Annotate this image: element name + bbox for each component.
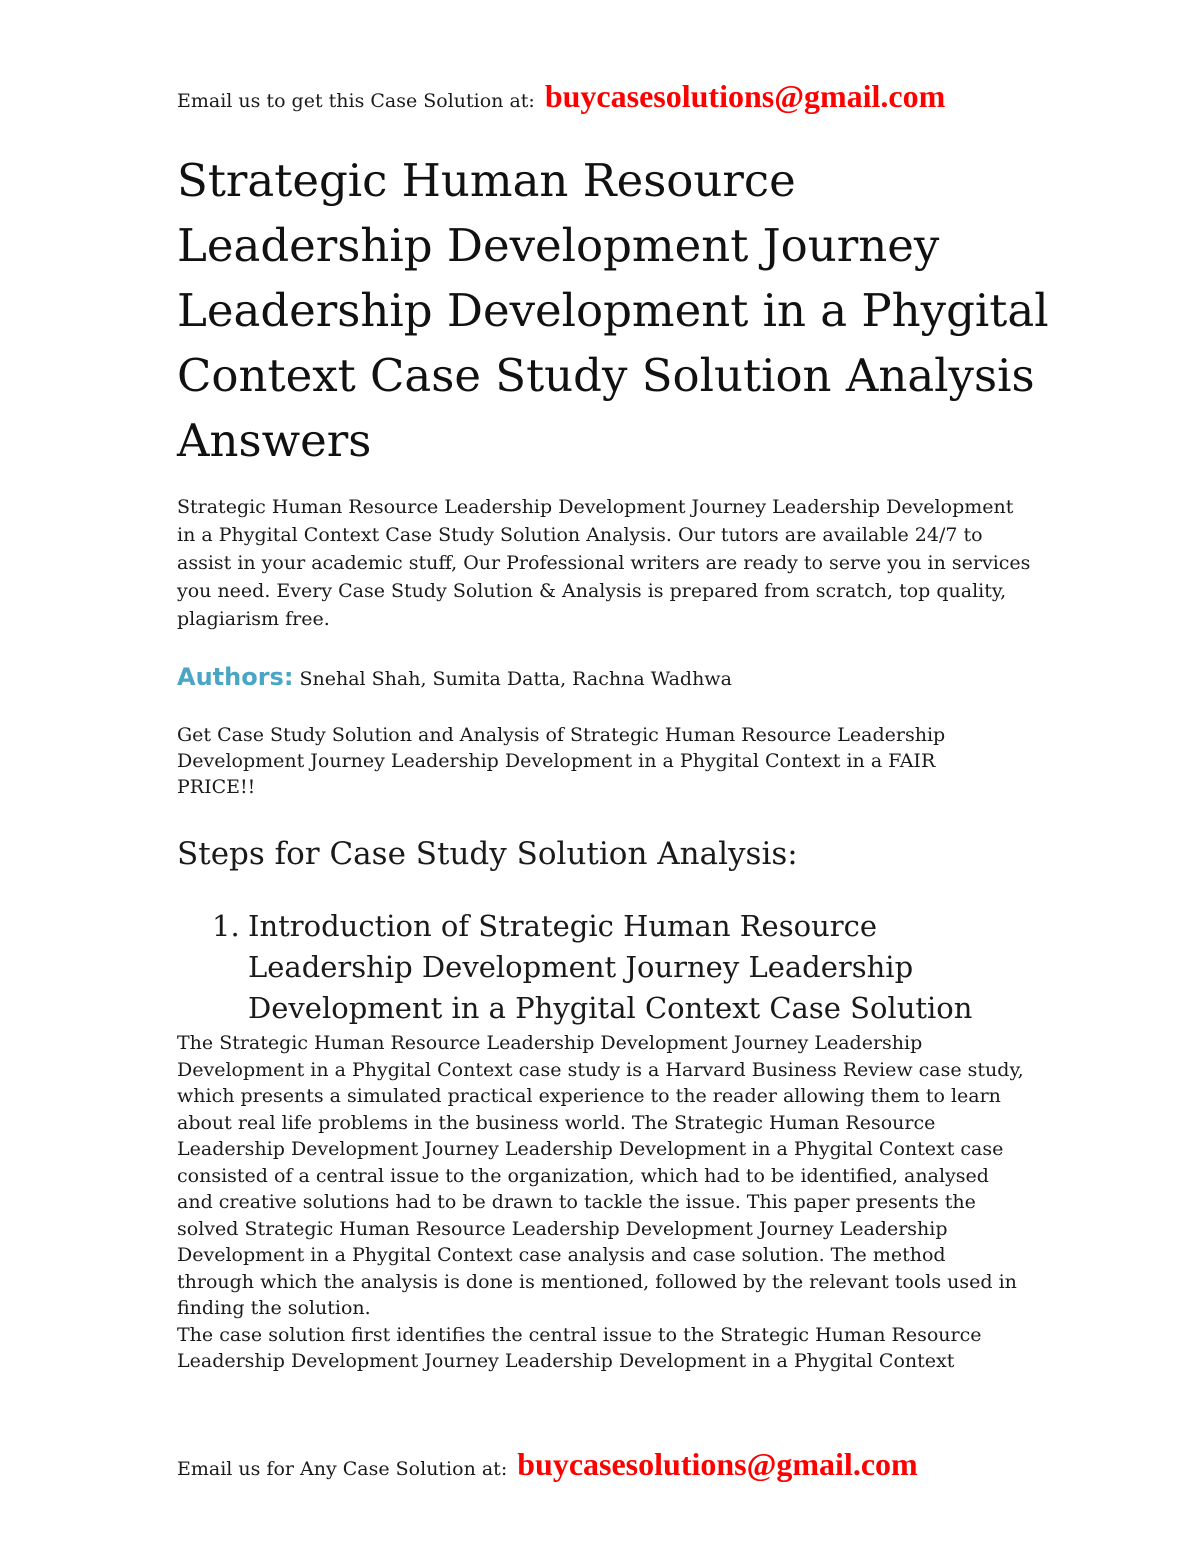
document-title: Strategic Human Resource Leadership Development Journey Leadership Development in a Phygital Context Case Study Solution Analysis Answers bbox=[177, 154, 1049, 467]
body-paragraph-1: The Strategic Human Resource Leadership Development Journey Leadership Development in a Phygital Context case study is a Harvard Business Review case study, which presents a simulated practical experience to the reader allowing them to learn about real life problems in the business world. The Strategic Human Resource Leadership Development Journey Leadership Development in a Phygital Context case consisted of a central issue to the organization, which had to be identified, analysed and creative solutions had to be drawn to tackle the issue. This paper presents the solved Strategic Human Resource Leadership Development Journey Leadership Development in a Phygital Context case analysis and case solution. The method through which the analysis is done is mentioned, followed by the relevant tools used in finding the solution. bbox=[177, 1032, 1024, 1319]
header-email-prefix: Email us to get this Case Solution at: bbox=[177, 90, 535, 112]
header-email-line bbox=[177, 80, 945, 112]
step-number: 1. bbox=[212, 909, 240, 943]
body-text bbox=[177, 1030, 1027, 1375]
get-case-paragraph: Get Case Study Solution and Analysis of Strategic Human Resource Leadership Development Journey Leadership Development in a Phygital Context in a FAIR PRICE!! bbox=[177, 724, 946, 798]
intro-paragraph: Strategic Human Resource Leadership Development Journey Leadership Development in a Phygital Context Case Study Solution Analysis. Our tutors are available 24/7 to assist in your academic stuff, Our Professional writers are ready to serve you in services you need. Every Case Study Solution & Analysis is prepared from scratch, top quality, plagiarism free. bbox=[177, 496, 1031, 630]
steps-heading: Steps for Case Study Solution Analysis: bbox=[177, 836, 798, 872]
footer-email-line bbox=[177, 1448, 918, 1480]
body-paragraph-2: The case solution first identifies the central issue to the Strategic Human Resource Leadership Development Journey Leadership Development in a Phygital Context bbox=[177, 1323, 982, 1372]
authors-names: Snehal Shah, Sumita Datta, Rachna Wadhwa bbox=[299, 668, 732, 690]
footer-email-prefix: Email us for Any Case Solution at: bbox=[177, 1458, 508, 1480]
step-item-1 bbox=[212, 906, 1012, 1025]
step-text: Introduction of Strategic Human Resource Leadership Development Journey Leadership Development in a Phygital Context Case Solution bbox=[248, 909, 973, 1025]
footer-email-address[interactable]: buycasesolutions@gmail.com bbox=[517, 1446, 918, 1482]
header-email-address[interactable]: buycasesolutions@gmail.com bbox=[544, 78, 946, 114]
authors-label: Authors: bbox=[177, 663, 294, 691]
authors-line bbox=[177, 663, 732, 691]
